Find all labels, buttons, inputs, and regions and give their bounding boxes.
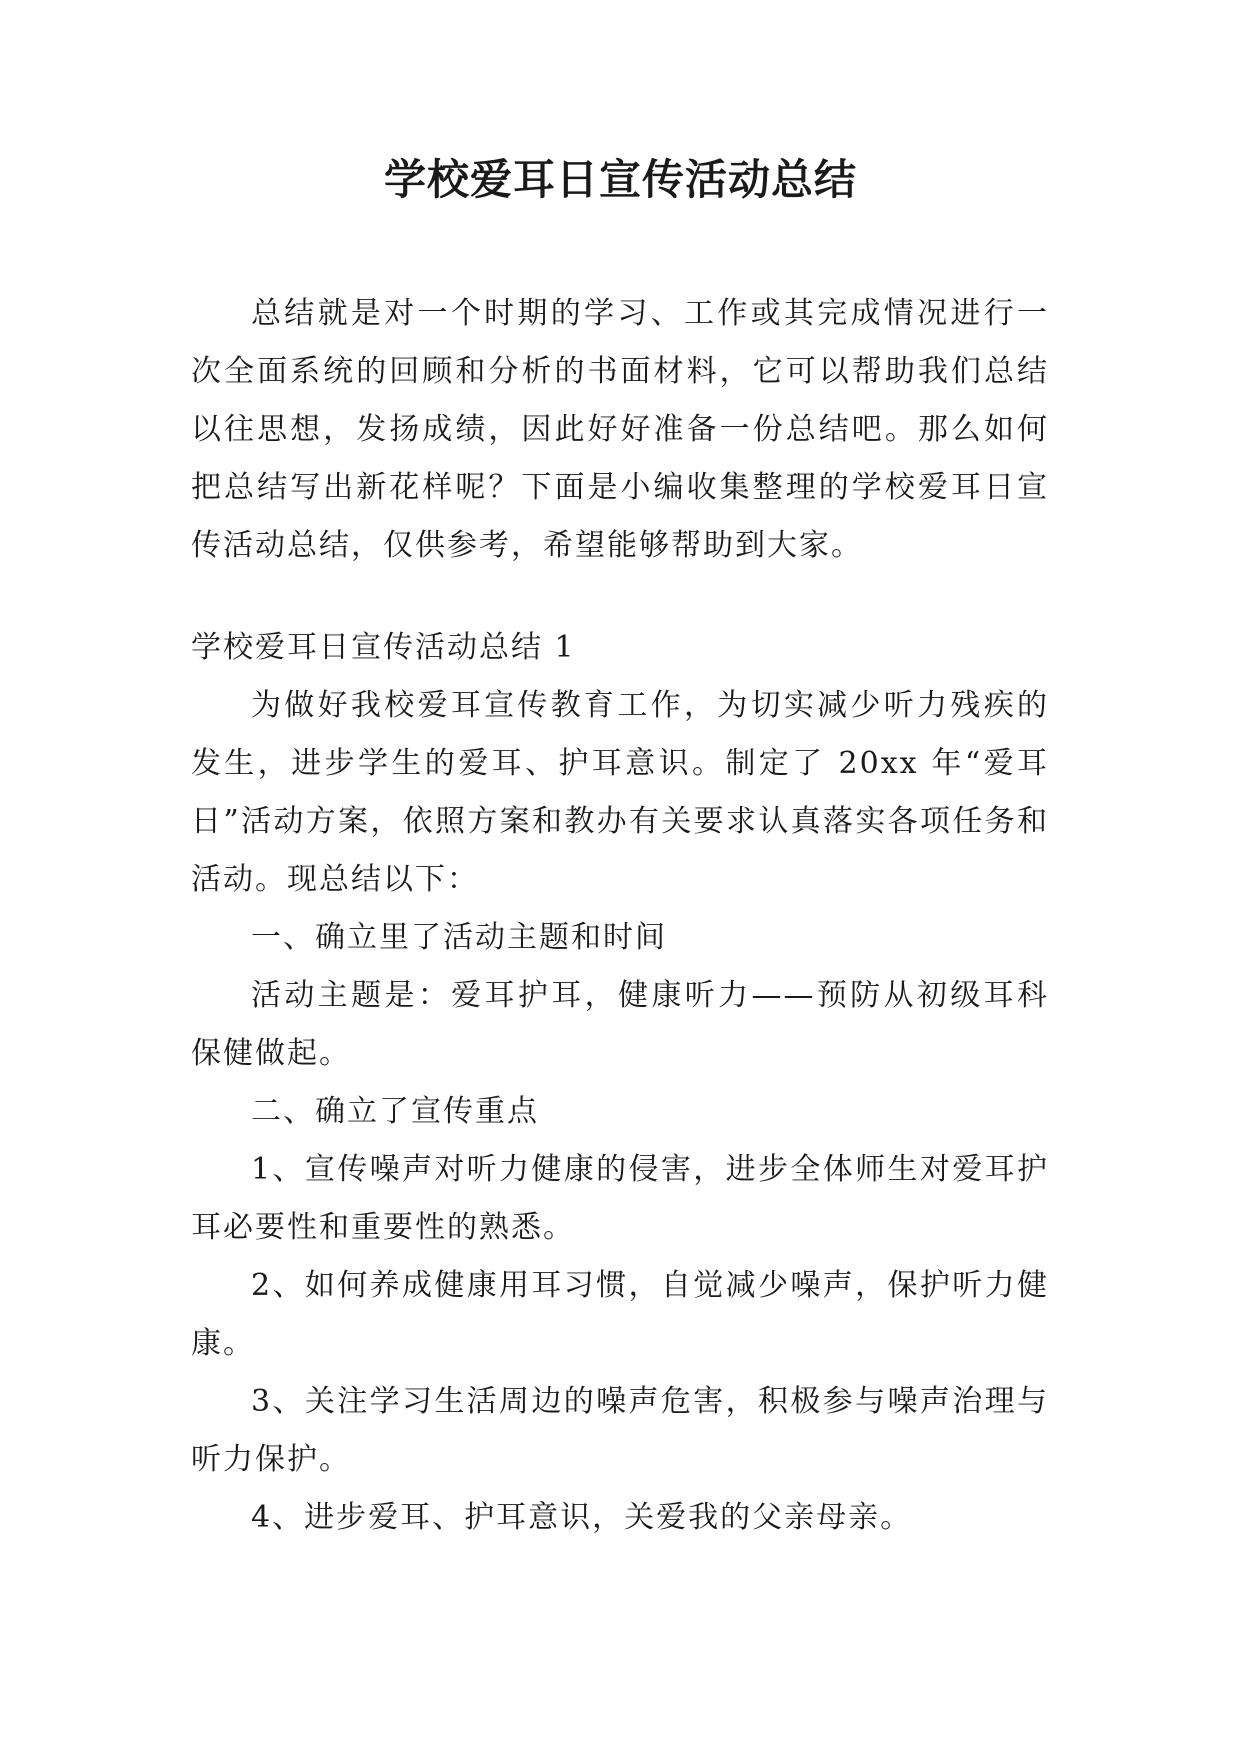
body-paragraph: 为做好我校爱耳宣传教育工作，为切实减少听力残疾的发生，进步学生的爱耳、护耳意识。制定了 20xx 年“爱耳日”活动方案，依照方案和教办有关要求认真落实各项任务和活动。现总结以下： <box>191 688 1049 897</box>
section-heading: 学校爱耳日宣传活动总结 1 <box>191 630 576 665</box>
document-title: 学校爱耳日宣传活动总结 <box>383 155 857 204</box>
section-subheading-theme: 一、确立里了活动主题和时间 <box>251 920 667 955</box>
intro-paragraph: 总结就是对一个时期的学习、工作或其完成情况进行一次全面系统的回顾和分析的书面材料，它可以帮助我们总结以往思想，发扬成绩，因此好好准备一份总结吧。那么如何把总结写出新花样呢？下面是小编收集整理的学校爱耳日宣传活动总结，仅供参考，希望能够帮助到大家。 <box>191 296 1049 563</box>
document-body <box>191 285 1049 1547</box>
paragraph-gap <box>191 575 1049 619</box>
list-item: 3、关注学习生活周边的噪声危害，积极参与噪声治理与听力保护。 <box>191 1384 1049 1477</box>
list-item: 4、进步爱耳、护耳意识，关爱我的父亲母亲。 <box>251 1500 913 1535</box>
section-subheading-focus: 二、确立了宣传重点 <box>251 1094 539 1129</box>
list-item: 2、如何养成健康用耳习惯，自觉减少噪声，保护听力健康。 <box>191 1268 1049 1361</box>
list-item: 1、宣传噪声对听力健康的侵害，进步全体师生对爱耳护耳必要性和重要性的熟悉。 <box>191 1152 1049 1245</box>
body-paragraph: 活动主题是：爱耳护耳，健康听力——预防从初级耳科保健做起。 <box>191 978 1049 1071</box>
